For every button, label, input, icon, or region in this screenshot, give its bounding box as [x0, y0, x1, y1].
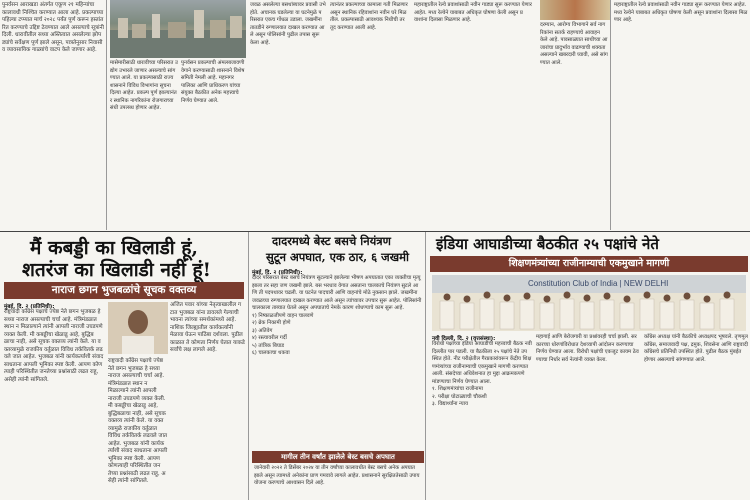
article-text: अजित पवार यांच्या नेतृत्वाखालील गटात भुजबळ यांना डावलले गेल्याची भावना त्यांच्या समर्थकांमध्ये आहे. नाशिक जिल्ह्यातील कार्यकर्त्यांनी मेळावा घेऊन पाठिंबा दर्शवला. पुढील काळात ते कोणता निर्णय घेतात याकडे सर्वांचे लक्ष लागले आहे. [170, 302, 247, 353]
story3-column-b [536, 334, 640, 499]
story2-box-body [254, 465, 422, 499]
story1-column-c [108, 358, 168, 498]
top-column-4 [250, 2, 326, 230]
story2-dateline: मुंबई, दि. २ (प्रतिनिधी): [252, 270, 303, 276]
article-text: मासेमारीसाठी धारावीच्या परिसरात उद्योग उभारले जाणार असल्याचे सांगण्यात आले. या प्रकल्पासाठी राज्य शासनाने विविध विभागांना सूचना दिल्या आहेत. प्रकल्प पूर्ण झाल्यानंतर स्थानिक नागरिकांना रोजगाराच्या संधी उपलब्ध होणार आहेत. [110, 60, 178, 111]
story1-column-a [4, 309, 104, 499]
india-alliance-meeting-photo [432, 275, 746, 331]
story1-subhead-bar: नाराज छगन भुजबळांचे सूचक वक्तव्य [4, 282, 244, 299]
story1-column-b [170, 302, 246, 498]
story1-headline-line1: मैं कबड्डी का खिलाडी हूं, [30, 237, 199, 259]
story3-banner: शिक्षणमंत्र्यांच्या राजीनाम्याची एकमुखाने मागणी [430, 256, 748, 272]
article-text: महागाई आणि बेरोजगारी या प्रश्नांवरही चर्चा झाली. सरकारच्या धोरणांविरोधात देशव्यापी आंदोलन करण्याचा निर्णय घेण्यात आला. विरोधी पक्षांची एकजूट कायम ठेवण्याचा निर्धार सर्व नेत्यांनी व्यक्त केला. [536, 334, 639, 363]
dharavi-aerial-photo [110, 0, 246, 58]
top-column-7 [540, 22, 608, 230]
train-photo [540, 0, 610, 20]
story3-dateline: नवी दिल्ली, दि. २ (वृत्तसंस्था): [432, 336, 496, 342]
top-column-3 [181, 60, 247, 230]
story2-body [252, 275, 422, 447]
photo-backdrop-text: Constitution Club of India | NEW DELHI [528, 279, 669, 288]
story2-headline-line1: दादरमध्ये बेस्ट बसचे नियंत्रण [272, 234, 391, 248]
portrait-graphic [108, 302, 168, 354]
article-text: राष्ट्रवादी काँग्रेस पक्षाचे ज्येष्ठ नेते छगन भुजबळ हे सध्या नाराज असल्याची चर्चा आहे. मंत्रिमंडळात स्थान न मिळाल्याने त्यांनी आपली नाराजी उघडपणे व्यक्त केली. मी कबड्डीचा खेळाडू आहे, बुद्धिबळाचा नाही, असे सूचक वक्तव्य त्यांनी केले. या वक्तव्यामुळे राजकीय वर्तुळात विविध तर्कवितर्क लढवले जात आहेत. भुजबळ यांनी कार्यकर्त्यांशी संवाद साधताना आपली भूमिका स्पष्ट केली. आपण कोणत्याही परिस्थितीत जनतेच्या प्रश्नांसाठी लढत राहू, असेही त्यांनी सांगितले. [4, 309, 106, 383]
city-skyline-graphic [110, 0, 246, 58]
story1-headline-line2: शतरंज का खिलाडी नहीं हूं! [22, 259, 211, 281]
top-column-1 [2, 2, 105, 230]
article-text: महाराष्ट्रातील रेल्वे प्रवाशांसाठी नवीन गाड्या सुरू करण्यात येणार आहेत. मध्य रेल्वेने याबाबत अधिकृत घोषणा केली असून प्रवाशांना दिलासा मिळणार आहे. [414, 2, 534, 23]
story3-headline: इंडिया आघाडीच्या बैठकीत २५ पक्षांचे नेते [436, 235, 659, 253]
top-column-2 [110, 60, 178, 230]
article-text: काँग्रेस अध्यक्ष यांनी बैठकीचे अध्यक्षपद भूषवले. तृणमूल काँग्रेस, समाजवादी पक्ष, द्रमुक, शिवसेना आणि राष्ट्रवादी काँग्रेसचे प्रतिनिधी उपस्थित होते. पुढील बैठक मुंबईत होणार असल्याचे सांगण्यात आले. [644, 334, 750, 363]
article-text: जानेवारी २०२२ ते डिसेंबर २०२४ या तीन वर्षांच्या कालावधीत बेस्ट बसचे अनेक अपघात झाले असून त्यामध्ये अनेकांना प्राण गमवावे लागले आहेत. प्रशासनाने सुरक्षिततेसाठी उपाययोजना करण्याचे आश्वासन दिले आहे. [254, 465, 420, 486]
story1-dateline: मुंबई, दि. २ (प्रतिनिधी): [4, 304, 55, 310]
story3-column-a [432, 341, 532, 499]
story3-column-c [644, 334, 748, 499]
chhagan-bhujbal-photo [108, 302, 168, 354]
article-text: दरम्यान, आरोग्य विभागाने सर्व नागरिकांना सतर्क राहण्याचे आवाहन केले आहे. पावसाळ्यात साथीच्या आजारांचा प्रादुर्भाव वाढण्याची शक्यता असल्याने खबरदारी घ्यावी, असे सांगण्यात आले. [540, 22, 608, 66]
article-text: त्यानंतर प्रकल्पाच्या कामाला गती मिळणार असून स्थानिक रहिवाशांना नवीन घरे मिळतील. प्रकल्पासाठी आवश्यक निधीची तरतूद करण्यात आली आहे. [330, 2, 410, 31]
article-text: पुनर्वसन प्रकल्पाची अंमलबजावणी वेगाने करण्यासाठी शासनाने विशेष समिती नेमली आहे. महानगरपालिका आणि प्राधिकरण यांच्या संयुक्त बैठकीत अनेक महत्त्वाचे निर्णय घेण्यात आले. [181, 60, 246, 104]
story2-headline-line2: सुटून अपघात, एक ठार, ६ जखमी [266, 250, 409, 264]
top-column-5 [330, 2, 410, 230]
top-column-8 [614, 2, 748, 230]
article-text: महाराष्ट्रातील रेल्वे प्रवाशांसाठी नवीन गाड्या सुरू करण्यात येणार आहेत. मध्य रेल्वेने याबाबत अधिकृत घोषणा केली असून प्रवाशांना दिलासा मिळणार आहे. [614, 2, 748, 23]
article-text: राष्ट्रवादी काँग्रेस पक्षाचे ज्येष्ठ नेते छगन भुजबळ हे सध्या नाराज असल्याची चर्चा आहे. मंत्रिमंडळात स्थान न मिळाल्याने त्यांनी आपली नाराजी उघडपणे व्यक्त केली. मी कबड्डीचा खेळाडू आहे, बुद्धिबळाचा नाही, असे सूचक वक्तव्य त्यांनी केले. या वक्तव्यामुळे राजकीय वर्तुळात विविध तर्कवितर्क लढवले जात आहेत. भुजबळ यांनी कार्यकर्त्यांशी संवाद साधताना आपली भूमिका स्पष्ट केली. आपण कोणत्याही परिस्थितीत जनतेच्या प्रश्नांसाठी लढत राहू, असेही त्यांनी सांगितले. [108, 358, 169, 484]
article-text: जवळ असलेल्या बसथांब्यावर प्रवासी उभे होते. अचानक घडलेल्या या घटनेमुळे परिसरात एकच गोंधळ उडाला. जखमींना तातडीने रुग्णालयात दाखल करण्यात आले असून पोलिसांनी पुढील तपास सुरू केला आहे. [250, 2, 328, 46]
article-text: विरोधी पक्षांच्या इंडिया आघाडीची महत्त्वाची बैठक नवी दिल्लीत पार पडली. या बैठकीला २५ पक्षांचे नेते उपस्थित होते. नीट परीक्षेतील गैरप्रकारांवरून केंद्रीय शिक्षणमंत्र्यांच्या राजीनाम्याची एकमुखाने मागणी करण्यात आली. संसदेच्या अधिवेशनात हा मुद्दा आक्रमकपणे मांडण्याचा निर्णय घेण्यात आला. १. शिक्षणमंत्र्यांचा राजीनामा २. परीक्षा घोटाळ्याची चौकशी ३. विद्यार्थ्यांना न्याय [432, 341, 532, 407]
top-column-6 [414, 2, 532, 230]
article-text: पुनर्वसन आराखडा अंतर्गत एकूण २१ महिन्यांचा कालावधी निश्चित करण्यात आला आहे. प्रकल्पाच्या पहिल्या टप्प्यात मार्च २०२८ पर्यंत पूर्ण करून हस्तांतरित करण्याचे उद्दिष्ट ठेवण्यात आले असल्याचे सूत्रांनी दिली. धारावीतील सध्या अस्तित्वात असलेल्या झोपड्यांचे सर्वेक्षण पूर्ण झाले असून, पात्रतेनुसार निवासी व व्यावसायिक गाळ्यांचे वाटप केले जाणार आहे. [2, 2, 106, 53]
article-text: दादर परिसरात बेस्ट बसचे नियंत्रण सुटल्याने झालेल्या भीषण अपघातात एका व्यक्तीचा मृत्यू झाला तर सहा जण जखमी झाले. बस भरधाव वेगात असताना चालकाचे नियंत्रण सुटले आणि ती पदपथावर चढली. या घटनेत पादचारी आणि वाहनांचे मोठे नुकसान झाले. जखमींना जवळच्या रुग्णालयात दाखल करण्यात आले असून त्यांच्यावर उपचार सुरू आहेत. पोलिसांनी चालकाला ताब्यात घेतले असून अपघाताचे नेमके कारण शोधण्याचे काम सुरू आहे. १) निष्काळजीपणे वाहन चालवणे २) ब्रेक निकामी होणे ३) अतिवेग ४) रस्त्यावरील गर्दी ५) तांत्रिक बिघाड ६) चालकाचा थकवा [252, 275, 422, 356]
story2-accidents-box-title: मागील तीन वर्षांत झालेले बेस्ट बसचे अपघात [252, 451, 424, 463]
